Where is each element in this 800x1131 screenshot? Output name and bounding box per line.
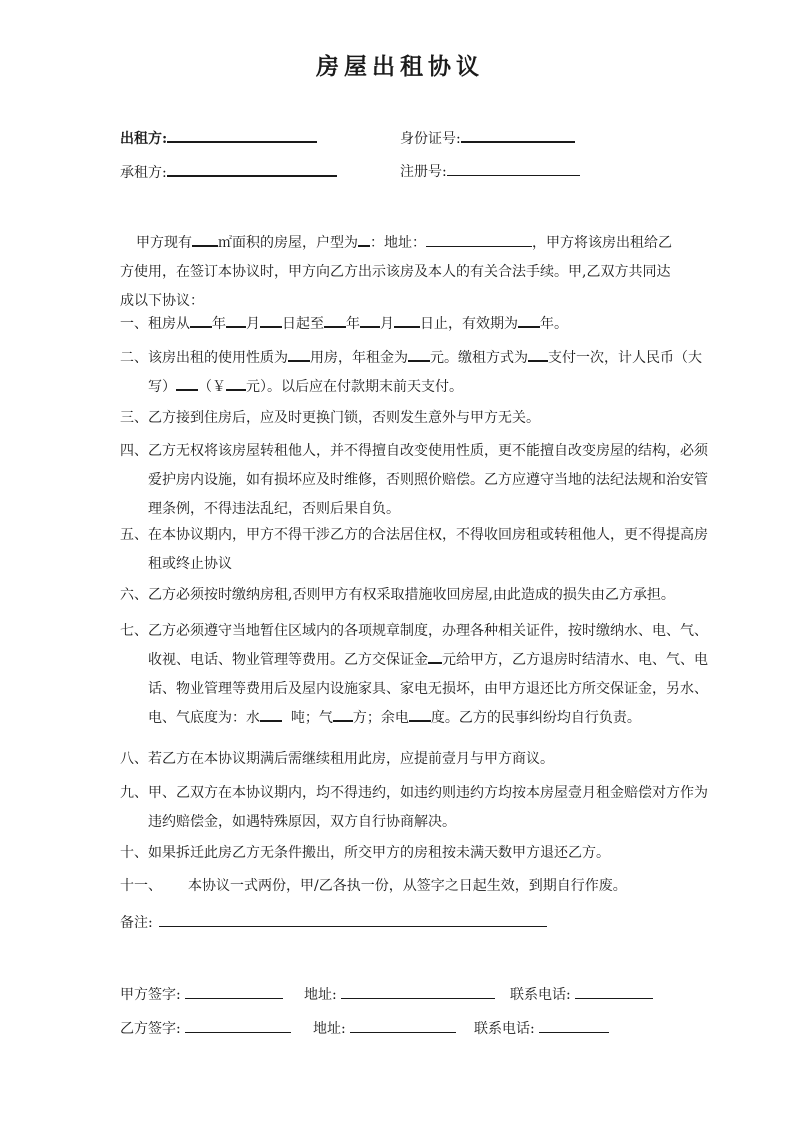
intro-text-c: ：地址： <box>370 235 426 251</box>
remarks-blank[interactable] <box>159 911 547 927</box>
end-day-blank[interactable] <box>394 311 420 328</box>
clause-number: 五、 <box>120 527 148 543</box>
reg-blank[interactable] <box>447 160 580 176</box>
page-title: 房屋出租协议 <box>316 53 484 80</box>
clause-text: 月 <box>380 316 394 332</box>
party-b-sign-blank[interactable] <box>185 1017 291 1033</box>
gas-reading-blank[interactable] <box>333 705 353 722</box>
clause-text: 年 <box>212 316 226 332</box>
clause-1 <box>120 310 690 339</box>
start-month-blank[interactable] <box>226 311 246 328</box>
clause-text: 日起至 <box>282 316 324 332</box>
party-b-address-blank[interactable] <box>350 1017 456 1033</box>
party-a-address-blank[interactable] <box>341 983 495 999</box>
address-blank[interactable] <box>426 231 532 247</box>
clause-2 <box>120 344 710 402</box>
clause-text: 方；余电 <box>352 710 409 726</box>
water-reading-blank[interactable] <box>260 705 282 722</box>
intro-text-d: ，甲方将该房出租给乙方使用，在签订本协议时，甲方向乙方出示该房及本人的有关合法手续。甲,乙双方共同达成以下协议： <box>120 235 672 309</box>
clause-text: 本协议一式两份，甲/乙各执一份，从签字之日起生效，到期自行作废。 <box>188 878 627 894</box>
party-a-phone-label: 联系电话: <box>510 987 571 1003</box>
clause-9 <box>120 779 710 837</box>
clause-text: 租房从 <box>148 316 190 332</box>
layout-blank[interactable] <box>358 230 370 247</box>
term-blank[interactable] <box>518 311 540 328</box>
id-label: 身份证号: <box>400 131 461 147</box>
end-year-blank[interactable] <box>324 311 346 328</box>
reg-field <box>400 160 580 182</box>
id-field <box>400 126 575 149</box>
clause-number: 七、 <box>120 623 148 639</box>
clause-10 <box>120 839 718 868</box>
lessor-blank[interactable] <box>167 126 317 143</box>
clause-text: 乙方无权将该房屋转租他人，并不得擅自改变使用性质，更不能擅自改变房屋的结构，必须爱护房内设施，如有损坏应及时维修，否则照价赔偿。乙方应遵守当地的法纪法规和治安管理条例，不得违法乱纪，否则后果自负。 <box>148 443 708 517</box>
clause-11 <box>120 872 690 901</box>
clause-text: 该房出租的使用性质为 <box>148 350 288 366</box>
lessor-field <box>120 126 317 149</box>
clause-text: 甲、乙双方在本协议期内，均不得违约，如违约则违约方均按本房屋壹月租金赔偿对方作为违约赔偿金，如遇特殊原因，双方自行协商解决。 <box>148 785 708 830</box>
lessee-blank[interactable] <box>167 160 337 177</box>
clause-text: 度。乙方的民事纠纷均自行负责。 <box>430 710 641 726</box>
clause-text: 乙方必须按时缴纳房租,否则甲方有权采取措施收回房屋,由此造成的损失由乙方承担。 <box>148 587 675 603</box>
deposit-blank[interactable] <box>428 647 442 664</box>
party-a-address <box>304 983 495 1005</box>
clause-text: 日止，有效期为 <box>420 316 518 332</box>
clause-3 <box>120 404 710 433</box>
party-b-phone-label: 联系电话: <box>474 1021 535 1037</box>
party-a-phone-blank[interactable] <box>575 983 653 999</box>
lessee-label: 承租方: <box>120 165 167 181</box>
clause-text: 在本协议期内，甲方不得干涉乙方的合法居住权，不得收回房租或转租他人，更不得提高房租或终止协议 <box>148 527 708 572</box>
clause-number: 四、 <box>120 443 148 459</box>
amount-figure-blank[interactable] <box>226 374 246 391</box>
clause-8 <box>120 745 710 774</box>
clause-number: 六、 <box>120 587 148 603</box>
lessor-label: 出租方: <box>120 131 168 147</box>
clause-text: 支付一次，计人民币（大写） <box>148 350 702 395</box>
clause-6 <box>120 581 718 610</box>
area-blank[interactable] <box>192 230 218 247</box>
annual-rent-blank[interactable] <box>408 345 430 362</box>
clause-number: 八、 <box>120 751 148 767</box>
party-b-address-label: 地址: <box>313 1021 346 1037</box>
party-b-address <box>313 1017 456 1039</box>
clause-5 <box>120 521 710 579</box>
party-a-signature-row <box>120 983 283 1005</box>
party-b-sign-label: 乙方签字: <box>120 1021 181 1037</box>
clause-number: 十一、 <box>120 878 162 894</box>
intro-text-a: 甲方现有 <box>136 235 192 251</box>
clause-number: 一、 <box>120 316 148 332</box>
payment-period-blank[interactable] <box>528 345 548 362</box>
party-b-phone <box>474 1017 609 1039</box>
party-b-signature-row <box>120 1017 291 1039</box>
clause-text: 年。 <box>540 316 568 332</box>
id-blank[interactable] <box>461 126 575 143</box>
remarks-label: 备注: <box>120 915 153 931</box>
party-b-phone-blank[interactable] <box>539 1017 609 1033</box>
reg-label: 注册号: <box>400 164 447 180</box>
clause-text: 月 <box>246 316 260 332</box>
intro-text-b: ㎡面积的房屋，户型为 <box>218 235 358 251</box>
intro-paragraph <box>120 229 682 316</box>
electric-reading-blank[interactable] <box>409 705 431 722</box>
end-month-blank[interactable] <box>360 311 380 328</box>
clause-7 <box>120 617 710 733</box>
clause-text: 年 <box>346 316 360 332</box>
clause-text: 乙方接到住房后，应及时更换门锁，否则发生意外与甲方无关。 <box>148 410 540 426</box>
clause-text: 如果拆迁此房乙方无条件搬出，所交甲方的房租按未满天数甲方退还乙方。 <box>148 845 610 861</box>
start-day-blank[interactable] <box>260 311 282 328</box>
amount-words-blank[interactable] <box>176 374 198 391</box>
party-a-phone <box>510 983 653 1005</box>
party-a-sign-label: 甲方签字: <box>120 987 181 1003</box>
clause-text: 乙方必须遵守当地暂住区域内的各项规章制度，办理各种相关证件，按时缴纳水、电、气、收视、电话、物业管理等费用。乙方交保证金 <box>148 623 708 668</box>
party-a-sign-blank[interactable] <box>185 983 283 999</box>
clause-text: 元给甲方，乙方退房时结清水、电、气、电话、物业管理等费用后及屋内设施家具、家电无损坏，由甲方退还比方所交保证金，另水、电、气底度为：水 <box>148 652 708 726</box>
clause-text: 元）。以后应在付款期末前天支付。 <box>246 379 463 395</box>
clause-text: 吨；气 <box>290 710 333 726</box>
party-a-address-label: 地址: <box>304 987 337 1003</box>
remarks-field <box>120 911 547 933</box>
clause-4 <box>120 437 710 524</box>
clause-text: 用房，年租金为 <box>310 350 408 366</box>
lessee-field <box>120 160 337 183</box>
clause-text: （￥ <box>198 379 226 395</box>
clause-text: 元。缴租方式为 <box>430 350 528 366</box>
clause-text: 若乙方在本协议期满后需继续租用此房，应提前壹月与甲方商议。 <box>148 751 554 767</box>
clause-number: 九、 <box>120 785 148 801</box>
usage-blank[interactable] <box>288 345 310 362</box>
clause-number: 十、 <box>120 845 148 861</box>
clause-number: 二、 <box>120 350 148 366</box>
clause-number: 三、 <box>120 410 148 426</box>
start-year-blank[interactable] <box>190 311 212 328</box>
